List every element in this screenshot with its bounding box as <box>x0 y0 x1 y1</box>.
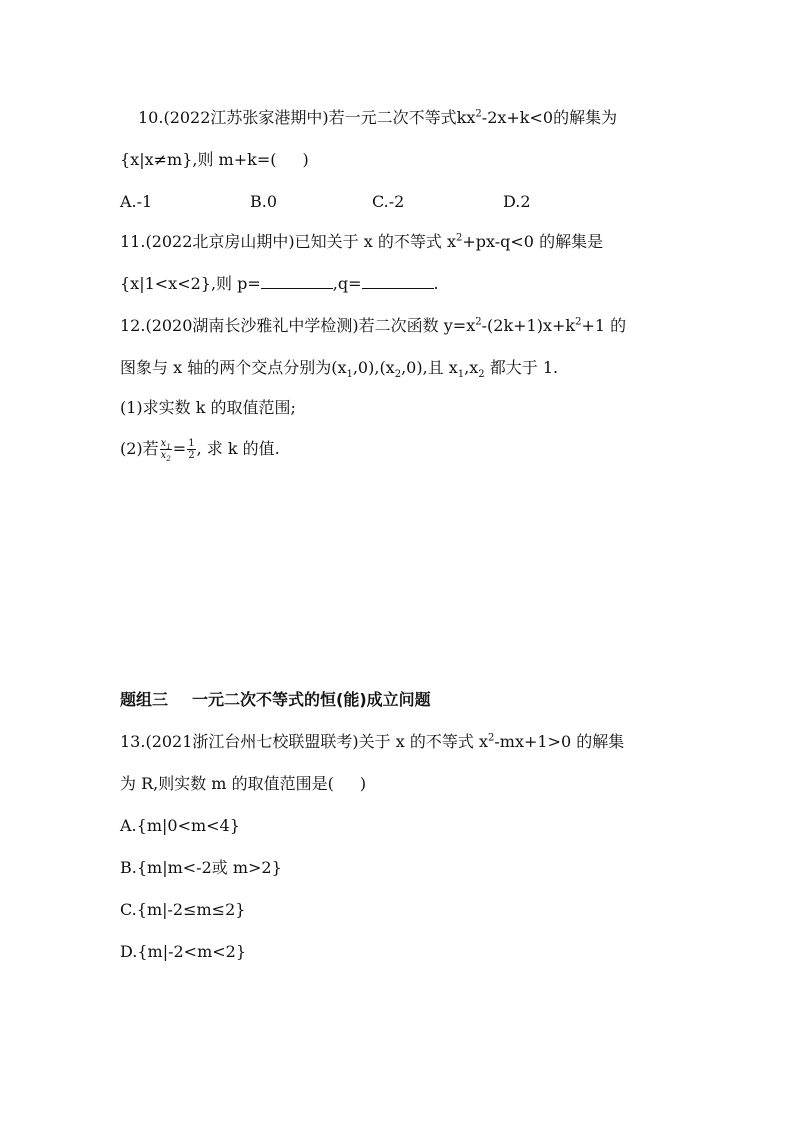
q13-text: 关于 x 的不等式 x <box>358 732 488 751</box>
q11-text-p: {x|1<x<2},则 p= <box>120 274 261 293</box>
q12-part2 <box>120 438 280 461</box>
q12-part2-text: (2)若 <box>120 439 159 458</box>
q10-option-d: D.2 <box>503 192 531 211</box>
q12-equals: = <box>172 439 187 458</box>
q12-text-2b: ,0),(x <box>352 358 395 377</box>
q11-exp: 2 <box>455 232 463 244</box>
q12-text-b: -(2k+1)x+k <box>481 316 576 335</box>
q12-part2-end: , 求 k 的值. <box>196 439 280 458</box>
q11-line2 <box>120 274 439 294</box>
q11-source: (2022北京房山期中) <box>145 232 295 251</box>
q12-source: (2020湖南长沙雅礼中学检测) <box>145 316 359 335</box>
q12-part1: (1)求实数 k 的取值范围; <box>120 398 296 417</box>
q11-period: . <box>433 274 439 293</box>
q13-source: (2021浙江台州七校联盟联考) <box>145 732 359 751</box>
q10-source: (2022江苏张家港期中) <box>163 108 329 127</box>
q10-number: 10. <box>138 108 164 127</box>
q10-close: ) <box>302 150 309 169</box>
q10-option-c: C.-2 <box>372 192 405 211</box>
q12-text-2d: ,x <box>464 358 479 377</box>
q12-text-2a: 图象与 x 轴的两个交点分别为(x <box>120 358 347 377</box>
q11-text: 已知关于 x 的不等式 x <box>294 232 456 251</box>
q12-text-2e: 都大于 1. <box>484 358 559 377</box>
q13-option-a: A.{m|0<m<4} <box>120 816 240 835</box>
q-answer-blank[interactable] <box>362 274 434 289</box>
q10-text-b: -2x+k<0的解集为 <box>481 108 618 127</box>
q13-close: ) <box>359 774 367 793</box>
q12-line1 <box>120 316 626 336</box>
x-ratio-fraction: $\frac{x_1}{x_2}$ <box>160 438 171 463</box>
p-answer-blank[interactable] <box>261 274 333 289</box>
q11-text-q: ,q= <box>332 274 362 293</box>
q11-line1 <box>120 232 603 252</box>
q13-line1 <box>120 732 624 752</box>
q13-number: 13. <box>120 732 146 751</box>
q11-number: 11. <box>120 232 146 251</box>
section-label: 题组三 <box>120 690 169 709</box>
q13-option-c: C.{m|-2≤m≤2} <box>120 900 246 919</box>
q12-exp1: 2 <box>475 316 482 328</box>
q10-exp: 2 <box>475 108 482 120</box>
q12-sub3: 1 <box>457 369 465 381</box>
q13-line2-text: 为 R,则实数 m 的取值范围是( <box>120 774 334 793</box>
q10-option-a: A.-1 <box>120 192 153 211</box>
q13-text-b: -mx+1>0 的解集 <box>494 732 625 751</box>
q12-number: 12. <box>120 316 146 335</box>
q10-line2-text: {x|x≠m},则 m+k=( <box>120 150 277 169</box>
one-half-fraction: $\frac{1}{2}$ <box>188 438 195 461</box>
q12-exp2: 2 <box>575 316 582 328</box>
q12-sub4: 2 <box>478 369 485 381</box>
q12-text-c: +1 的 <box>581 316 627 335</box>
q12-text: 若二次函数 y=x <box>358 316 476 335</box>
section-title: 一元二次不等式的恒(能)成立问题 <box>192 690 431 709</box>
q11-text-b: +px-q<0 的解集是 <box>462 232 604 251</box>
q10-line2 <box>120 150 309 170</box>
q10-text: 若一元二次不等式kx <box>328 108 476 127</box>
q10-option-b: B.0 <box>250 192 278 211</box>
q13-line2 <box>120 774 366 794</box>
section-heading <box>120 690 431 710</box>
q10-line1 <box>138 108 617 128</box>
q12-text-2c: ,0),且 x <box>401 358 458 377</box>
q13-option-d: D.{m|-2<m<2} <box>120 942 247 961</box>
q13-option-b: B.{m|m<-2或 m>2} <box>120 858 282 877</box>
q13-exp: 2 <box>487 732 495 744</box>
q12-line2 <box>120 358 559 381</box>
q12-sub1: 1 <box>346 369 353 381</box>
q12-sub2: 2 <box>394 369 402 381</box>
